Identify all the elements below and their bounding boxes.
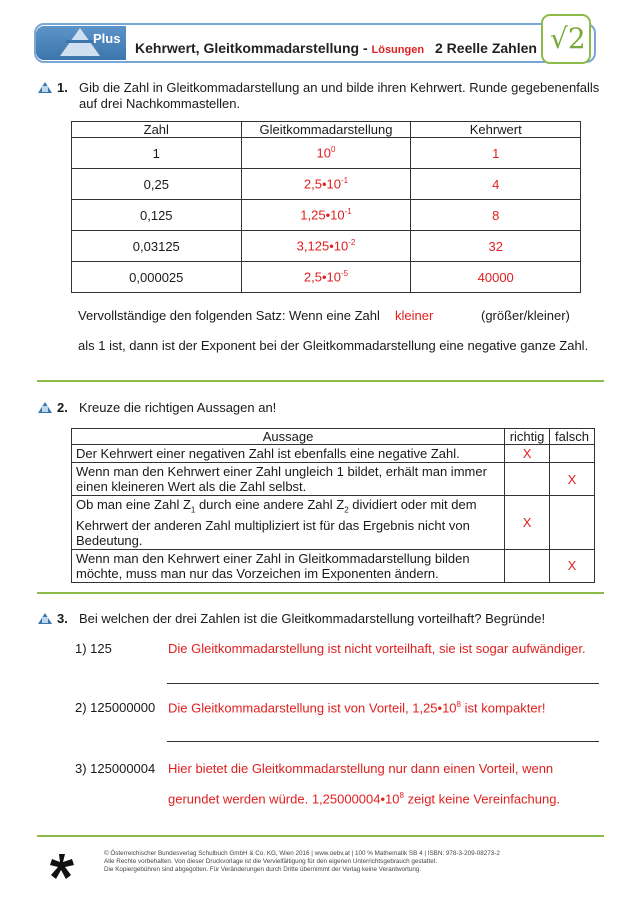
- sentence-answer: kleiner: [395, 308, 434, 323]
- reciprocal-cell: 40000: [411, 262, 581, 293]
- section-divider: [37, 835, 604, 837]
- chapter-title: 2 Reelle Zahlen: [435, 40, 537, 56]
- sqrt-badge: [541, 14, 591, 64]
- number-cell: 0,125: [72, 200, 242, 231]
- reciprocal-cell: 8: [411, 200, 581, 231]
- item-answer: Die Gleitkommadarstellung ist von Vorteil, $1,25•10^8$ ist kompakter!: [168, 700, 546, 716]
- sentence-options: (größer/kleiner): [481, 308, 570, 323]
- worksheet-title: Kehrwert, Gleitkommadarstellung - Lösungen: [135, 40, 425, 56]
- float-cell: $1,25•10^{-1}$: [241, 200, 411, 231]
- task1-instruction: Gib die Zahl in Gleitkommadarstellung an und bilde ihren Kehrwert. Runde gegebenenfalls auf drei Nachkommastellen.: [79, 80, 600, 111]
- column-header: richtig: [505, 429, 550, 445]
- task2-instruction: Kreuze die richtigen Aussagen an!: [79, 400, 277, 415]
- number-cell: 0,000025: [72, 262, 242, 293]
- reciprocal-cell: 4: [411, 169, 581, 200]
- statement-cell: Ob man eine Zahl $Z_1$ durch eine andere Zahl $Z_2$ dividiert oder mit dem Kehrwert der anderen Zahl multipliziert ist für das Ergebnis nicht von Bedeutung.: [72, 496, 505, 550]
- statement-cell: Wenn man den Kehrwert einer Zahl in Gleitkommadarstellung bilden möchte, muss man nur das Vorzeichen im Exponenten ändern.: [72, 549, 505, 582]
- item-answer: Hier bietet die Gleitkommadarstellung nur dann einen Vorteil, wenn: [168, 761, 554, 776]
- task2-number: 2.: [57, 400, 68, 415]
- column-header: Gleitkommadarstellung: [241, 122, 411, 138]
- number-cell: 0,25: [72, 169, 242, 200]
- float-cell: $3,125•10^{-2}$: [241, 231, 411, 262]
- logo-label: Plus: [93, 31, 121, 46]
- table-row: [72, 549, 595, 582]
- table-row: [72, 200, 581, 231]
- section-divider: [37, 380, 604, 382]
- task1-number: 1.: [57, 80, 68, 95]
- column-header: falsch: [550, 429, 595, 445]
- solutions-label: Lösungen: [371, 44, 425, 56]
- item-label: 1) 125: [75, 641, 112, 656]
- statement-cell: Wenn man den Kehrwert einer Zahl ungleich 1 bildet, erhält man immer einen kleineren Wert als die Zahl selbst.: [72, 463, 505, 496]
- column-header: Zahl: [72, 122, 242, 138]
- sentence-start: Vervollständige den folgenden Satz: Wenn eine Zahl: [78, 308, 380, 323]
- table-row: [72, 463, 595, 496]
- task3-instruction: Bei welchen der drei Zahlen ist die Gleitkommadarstellung vorteilhaft? Begründe!: [79, 611, 546, 626]
- logo-stripe: [66, 40, 94, 43]
- reciprocal-cell: 1: [411, 138, 581, 169]
- task-triangle-icon: [38, 402, 52, 413]
- number-cell: 1: [72, 138, 242, 169]
- task2-table: [71, 428, 595, 583]
- table-row: [72, 445, 595, 463]
- publisher-logo-icon: [50, 854, 74, 880]
- sentence-end: als 1 ist, dann ist der Exponent bei der Gleitkommadarstellung eine negative ganze Zahl.: [78, 338, 589, 353]
- checkbox-richtig[interactable]: [505, 463, 550, 496]
- float-cell: $10^0$: [241, 138, 411, 169]
- table-row: [72, 262, 581, 293]
- table-header-row: [72, 429, 595, 445]
- checkbox-richtig[interactable]: X: [505, 496, 550, 550]
- footer-copyright: © Österreichischer Bundesverlag Schulbuch GmbH & Co. KG, Wien 2016 | www.oebv.at | 100 % Mathematik SB 4 | ISBN: 978-3-209-08273-2 Alle Rechte vorbehalten. Von dieser Druckvorlage ist die Vervielfältigung für den eigenen Unterrichtsgebrauch gestattet. Die Kopiergebühren sind abgegolten. Für Veränderungen durch Dritte übernimmt der Verlag keine Verantwortung.: [104, 850, 500, 873]
- section-divider: [37, 592, 604, 594]
- checkbox-richtig[interactable]: [505, 549, 550, 582]
- checkbox-falsch[interactable]: [550, 445, 595, 463]
- checkbox-falsch[interactable]: X: [550, 463, 595, 496]
- checkbox-falsch[interactable]: [550, 496, 595, 550]
- float-cell: $2,5•10^{-5}$: [241, 262, 411, 293]
- answer-line: [167, 683, 599, 684]
- table-row: [72, 138, 581, 169]
- column-header: Aussage: [72, 429, 505, 445]
- task-triangle-icon: [38, 82, 52, 93]
- table-row: [72, 231, 581, 262]
- column-header: Kehrwert: [411, 122, 581, 138]
- reciprocal-cell: 32: [411, 231, 581, 262]
- table-header-row: [72, 122, 581, 138]
- item-label: 3) 125000004: [75, 761, 156, 776]
- square-root-icon: √2: [550, 22, 586, 55]
- checkbox-richtig[interactable]: X: [505, 445, 550, 463]
- item-label: 2) 125000000: [75, 700, 156, 715]
- float-cell: $2,5•10^{-1}$: [241, 169, 411, 200]
- item-answer: Die Gleitkommadarstellung ist nicht vorteilhaft, sie ist sogar aufwändiger.: [168, 641, 586, 656]
- task-triangle-icon: [38, 613, 52, 624]
- task3-number: 3.: [57, 611, 68, 626]
- number-cell: 0,03125: [72, 231, 242, 262]
- table-row: [72, 496, 595, 550]
- table-row: [72, 169, 581, 200]
- checkbox-falsch[interactable]: X: [550, 549, 595, 582]
- item-answer-continued: gerundet werden würde. $1,25000004•10^8$ zeigt keine Vereinfachung.: [168, 791, 561, 807]
- statement-cell: Der Kehrwert einer negativen Zahl ist ebenfalls eine negative Zahl.: [72, 445, 505, 463]
- answer-line: [167, 741, 599, 742]
- task1-table: [71, 121, 581, 293]
